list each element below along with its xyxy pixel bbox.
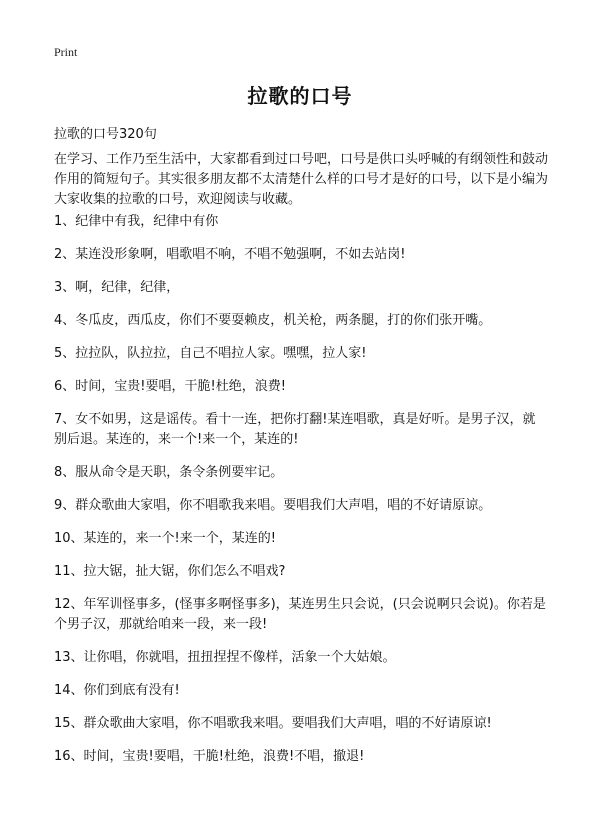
slogan-item: 9、群众歌曲大家唱，你不唱歌我来唱。要唱我们大声唱，唱的不好请原谅。 [54,498,492,513]
slogan-item: 16、时间，宝贵!要唱，干脆!杜绝，浪费!不唱，撤退! [54,749,365,764]
slogan-item: 11、拉大锯，扯大锯，你们怎么不唱戏? [54,564,286,579]
print-link[interactable]: Print [54,45,78,59]
slogan-item: 15、群众歌曲大家唱，你不唱歌我来唱。要唱我们大声唱，唱的不好请原谅! [54,716,492,731]
slogan-item: 7、女不如男，这是谣传。看十一连，把你打翻!某连唱歌，真是好听。是男子汉，就别后退。某连的，来一个!来一个，某连的! [54,412,536,447]
slogan-item: 5、拉拉队，队拉拉，自己不唱拉人家。嘿嘿，拉人家! [54,346,367,361]
slogan-item: 6、时间，宝贵!要唱，干脆!杜绝，浪费! [54,379,286,394]
subtitle: 拉歌的口号320句 [54,127,157,142]
slogan-item: 3、啊，纪律，纪律， [54,280,180,295]
slogan-item: 4、冬瓜皮，西瓜皮，你们不要耍赖皮，机关枪，两条腿，打的你们张开嘴。 [54,313,492,328]
slogan-item: 1、纪律中有我，纪律中有你 [54,214,219,229]
slogan-list [54,212,548,780]
slogan-item: 8、服从命令是天职，条令条例要牢记。 [54,465,284,480]
slogan-item: 13、让你唱，你就唱，扭扭捏捏不像样，活象一个大姑娘。 [54,650,396,665]
page-title: 拉歌的口号 [247,84,353,108]
slogan-item: 10、某连的，来一个!来一个，某连的! [54,531,276,546]
slogan-item: 12、年军训怪事多，(怪事多啊怪事多)，某连男生只会说，(只会说啊只会说)。你若是个男子汉，那就给咱来一段，来一段! [54,597,546,632]
slogan-item: 14、你们到底有没有! [54,683,180,698]
intro-paragraph: 在学习、工作乃至生活中，大家都看到过口号吧，口号是供口头呼喊的有纲领性和鼓动作用的简短句子。其实很多朋友都不太清楚什么样的口号才是好的口号，以下是小编为大家收集的拉歌的口号，欢迎阅读与收藏。 [54,152,549,207]
slogan-item: 2、某连没形象啊，唱歌唱不响，不唱不勉强啊，不如去站岗! [54,247,406,262]
